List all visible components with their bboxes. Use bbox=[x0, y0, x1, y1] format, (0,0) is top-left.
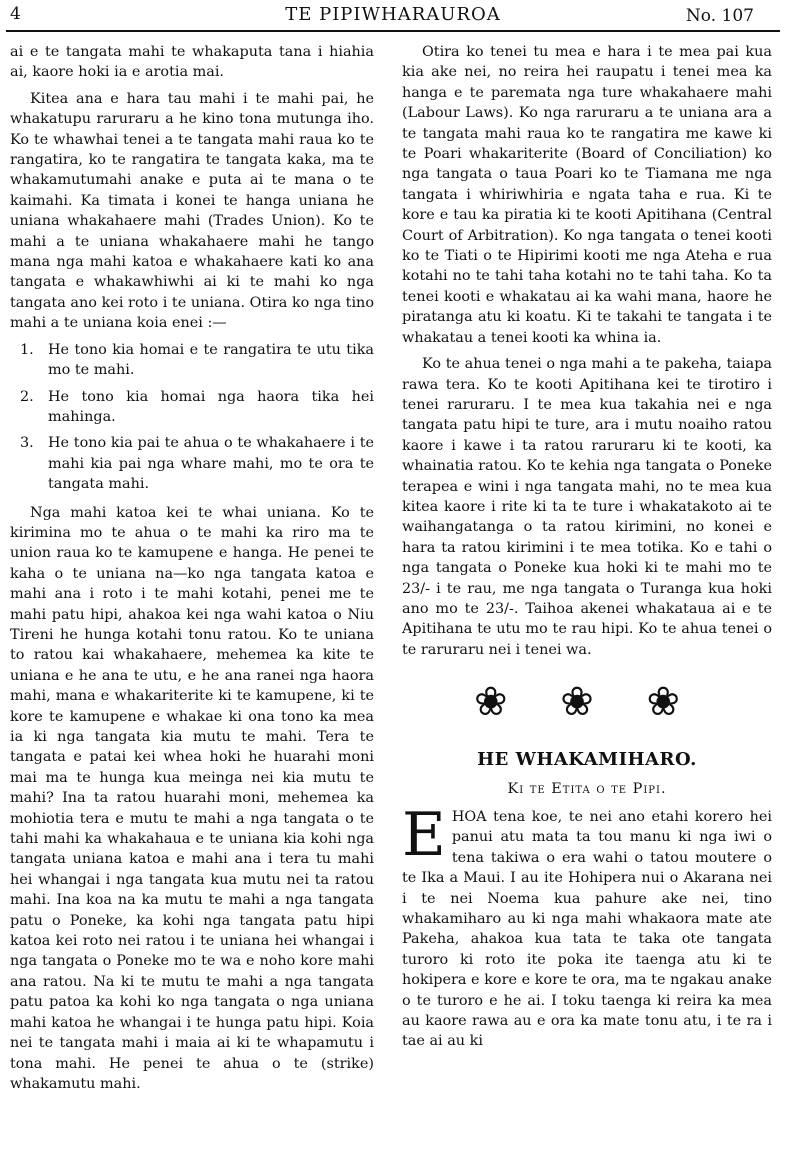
list-item-number: 1. bbox=[20, 341, 34, 358]
issue-number: No. 107 bbox=[685, 6, 754, 26]
paragraph: Nga mahi katoa kei te whai uniana. Ko te kirimina mo te ahua o te mahi ka riro ma te union raua ko te kamupene e hanga. He penei te kaha o te uniana na—ko nga tangata katoa e mahi ana i roto i te mahi kotahi, penei me te mahi patu hipi, ahakoa kei nga wahi katoa o Niu Tireni he hunga kotahi tonu ratou. Ko te uniana to ratou kai whakahaere, mehemea ka kite te uniana e he ana te utu, e he ana ranei nga haora mahi, mana e whakariterite ki te kamupene, ki te kore te kamupene e whakae ki ona tono ka mea ia ki nga tangata kia mutu te mahi. Tera te tangata e patai kei whea hoki he huarahi moni mai ma te hunga kua meinga nei kia mutu te mahi? Ina ta ratou huarahi moni, mehemea ka mohiotia tera e mutu te mahi a nga tangata o te tahi mahi ka whakahaua e te uniana kia kohi nga tangata uniana katoa e mahi ana i tera tu mahi hei whangai i nga tangata kua mutu nei ta ratou mahi. Ina koa na ka mutu te mahi a nga tangata patu o Poneke, ka kohi nga tangata patu hipi katoa kei roto nei ratou i te uniana hei whangai i nga tangata o Poneke mo te wa e noho kore mahi ana ratou. Na ki te mutu te mahi a nga tangata patu patoa ka kohi ko nga tangata o nga uniana mahi katoa he whangai i te hunga patu hipi. Koia nei te tangata mahi i maia ai ki te whapamutu i tona mahi. He penei te ahua o te (strike) whakamutu mahi. bbox=[10, 504, 374, 1092]
list-item-text: He tono kia homai e te rangatira te utu tika mo te mahi. bbox=[48, 341, 374, 379]
paragraph: Kitea ana e hara tau mahi i te mahi pai, he whakatupu raruraru a he kino tona mutunga iho. Ko te whawhai tenei a te tangata mahi raua ko te rangatira, ko te rangatira te tangata kaka, ma te whakamutumahi anake e puta ai te mana o te kaimahi. Ka timata i konei te hanga uniana he uniana whakahaere mahi (Trades Union). Ko te mahi a te uniana whakahaere mahi he tango mana nga mahi katoa e whakahaere kati ko ana tangata e whakawhiwhi ai ki te mahi ko nga tangata ano kei roto i te uniana. Otira ko nga tino mahi a te uniana koia enei :— bbox=[10, 90, 374, 332]
paragraph: ai e te tangata mahi te whakaputa tana i hiahia ai, kaore hoki ia e arotia mai. bbox=[10, 44, 374, 81]
section-title: HE WHAKAMIHARO. bbox=[477, 749, 697, 771]
letter-paragraph bbox=[402, 800, 772, 1052]
list-item-number: 2. bbox=[20, 388, 34, 405]
paragraph: Otira ko tenei tu mea e hara i te mea pai kua kia ake nei, no reira hei raupatu i tenei mea ka hanga e te paremata nga ture whakahaere mahi (Labour Laws). Ko nga raruraru a te uniana ara a te tangata mahi raua ko te rangatira me kawe ki te Poari whakariterite (Board of Conciliation) ko nga tangata o taua Poari ko te Tiamana me nga tangata i whiriwhiria e ngata taha e rua. Ki te kore e tau ka piratia ki te kooti Apitihana (Central Court of Arbitration). Ko nga tangata o tenei kooti ko te Tiati o te Hipirimi kooti me nga Ateha e rua kotahi no te tahi taha kotahi no te tahi taha. Ko ta tenei kooti e whakatau ai ka wahi mana, haore he piratanga atu ki koatu. Ki te takahi te tangata i te whakatau a tenei kooti ka whina ia. bbox=[402, 44, 772, 346]
section-subtitle: Ki te Etita o te Pipi. bbox=[507, 780, 667, 797]
list-item-text: He tono kia pai te ahua o te whakahaere i te mahi kia pai nga whare mahi, mo te ora te tangata mahi. bbox=[48, 435, 374, 493]
list-item bbox=[10, 433, 374, 494]
right-column bbox=[402, 42, 772, 1058]
list-item-number: 3. bbox=[20, 435, 34, 452]
page-header bbox=[0, 0, 786, 34]
drop-cap: E bbox=[402, 800, 446, 870]
paragraph: Ko te ahua tenei o nga mahi a te pakeha, taiapa rawa tera. Ko te kooti Apitihana kei te tirotiro i tenei raruraru. I te mea kua takahia nei e nga tangata patu hipi te ture, ara i mutu noaiho ratou kaore i kawe i ta ratou raruraru ki te kooti, ka whainatia ratou. Ko te kehia nga tangata o Poneke terapea e wini i nga tangata mahi, no te mea kua kitea kaore i rite ki ta te ture i whakatakoto ai te waihangatanga o ta ratou kirimini, no konei e hara ta ratou kirimini i te mea totika. Ko e tahi o nga tangata o Poneke kua hoki ki te mahi mo te 23/- i te rau, me nga tangata o Turanga kua hoki ano mo te 23/-. Taihoa akenei whakataua ai e te Apitihana te utu mo te rau hipi. Ko te ahua tenei o te raruraru nei i tenei wa. bbox=[402, 356, 772, 658]
numbered-list bbox=[10, 340, 374, 495]
newspaper-title: TE PIPIWHARAUROA bbox=[285, 4, 501, 25]
left-column bbox=[10, 42, 374, 1100]
list-item bbox=[10, 387, 374, 428]
list-item bbox=[10, 340, 374, 381]
ornament-divider-icon: ❀ ❀ ❀ bbox=[474, 679, 700, 726]
header-rule bbox=[6, 30, 780, 32]
list-item-text: He tono kia homai nga haora tika hei mahinga. bbox=[48, 388, 374, 425]
letter-text: HOA tena koe, te nei ano etahi korero hei panui atu mata ta tou manu ki nga iwi o tena takiwa o era wahi o tatou moutere o te Ika a Maui. I au ite Hohipera nui o Akarana nei i te nei Noema kua pahure ake nei, tino whakamiharo au ki nga mahi whakaora mate ate Pakeha, ahakoa kua tata te taka ote tangata turoro ki roto ite poka ite taenga atu ki te hokipera e kore e kore te ora, ma te ngakau anake o te turoro e he ai. I toku taenga ki reira ka mea au kaore rawa au e ora ka mate tonu atu, i te ra i tae ai au ki bbox=[402, 809, 772, 1050]
page-number: 4 bbox=[10, 4, 21, 24]
